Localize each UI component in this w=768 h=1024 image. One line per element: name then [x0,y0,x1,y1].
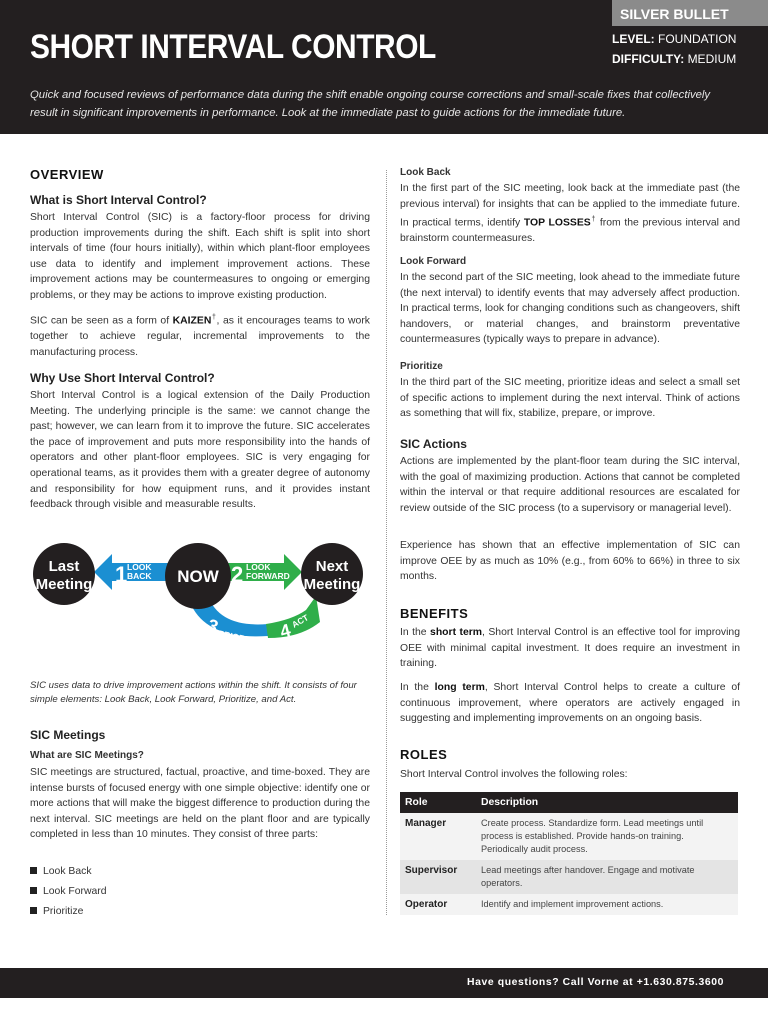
prioritize-heading: Prioritize [400,361,443,372]
column-divider [386,170,387,915]
look-back-label-1: LOOK [127,562,152,572]
roles-heading: ROLES [400,747,448,762]
footer-bar [0,968,768,998]
top-losses-dagger: † [590,216,597,224]
act-label: ACT [290,612,311,630]
kaizen-text-a: SIC can be seen as a form of [30,315,170,327]
bullet-square-icon [30,887,37,894]
kaizen-paragraph [30,310,370,360]
role-cell: Manager [400,813,476,860]
long-term-text-b: , Short Interval Control helps to create a culture of continuous improvement, where operators are actively engaged in suggesting and implementing improvements on an ongoing basis. [400,682,741,725]
short-term-paragraph [400,625,740,672]
what-are-sic-meetings-heading: What are SIC Meetings? [30,750,144,761]
list-item [30,882,370,902]
diagram-caption: SIC uses data to drive improvement actions within the shift. It consists of four simple elements: Look Back, Look Forward, Prioritize, and Act. [30,680,357,705]
overview-heading: OVERVIEW [30,167,104,182]
oee-improvement-paragraph: Experience has shown that an effective implementation of SIC can improve OEE by as much as 10% (e.g., from 60% to 66%) in three to six months. [400,540,740,583]
table-row [400,894,738,915]
role-cell: Operator [400,894,476,915]
short-term-bold: short term [430,627,483,638]
prioritize-paragraph: In the third part of the SIC meeting, prioritize ideas and select a small set of specific actions to implement during the next interval. Think of actions as something that will fix, stabilize, prepare, or improve. [400,377,740,420]
description-column-header: Description [476,792,738,813]
sic-actions-heading: SIC Actions [400,437,467,451]
act-number: 4 [277,619,293,642]
long-term-paragraph [400,680,740,727]
look-forward-paragraph: In the second part of the SIC meeting, look ahead to the immediate future (the next interval) to identify events that may adversely affect production. In practical terms, look for changing conditions such as changeovers, shift handovers, or material changes, and brainstorm preventative countermeasures (typically ways to prepare in advance). [400,272,740,346]
level-value: FOUNDATION [658,32,737,46]
look-back-paragraph [400,181,740,247]
description-cell: Lead meetings after handover. Engage and motivate operators. [476,860,738,894]
long-term-text-a: In the [400,682,429,693]
look-forward-heading: Look Forward [400,256,467,267]
bullet-square-icon [30,867,37,874]
silver-bullet-badge: SILVER BULLET [612,0,768,26]
role-column-header: Role [400,792,476,813]
sic-meetings-paragraph: SIC meetings are structured, factual, proactive, and time-boxed. They are intense bursts of focused energy with one simple objective: identify one or more actions that will make the biggest difference to production during the next interval. SIC meetings are held on the plant floor and are typically completed in less than 10 minutes. They consist of three parts: [30,767,370,841]
kaizen-dagger: † [211,314,217,321]
what-is-sic-heading: What is Short Interval Control? [30,193,207,207]
look-forward-number: 2 [231,562,244,587]
act-arrow [266,596,320,638]
description-cell: Identify and implement improvement actions. [476,894,738,915]
table-row [400,813,738,860]
short-term-text-a: In the [400,627,427,638]
roles-intro: Short Interval Control involves the following roles: [400,769,628,780]
description-cell: Create process. Standardize form. Lead meetings until process is established. Provide hands-on training. Periodically audit process. [476,813,738,860]
top-losses-link[interactable]: TOP LOSSES [523,217,591,229]
list-item-label: Look Forward [43,886,107,897]
last-meeting-label-2: Meeting [35,576,93,593]
why-use-sic-heading: Why Use Short Interval Control? [30,371,215,385]
list-item-label: Look Back [43,866,92,877]
header-banner [0,0,768,134]
next-meeting-label-2: Meeting [303,576,361,593]
kaizen-link[interactable]: KAIZEN [172,315,212,327]
level-line [612,32,736,46]
sic-cycle-diagram [30,540,370,670]
why-use-sic-paragraph: Short Interval Control is a logical extension of the Daily Production Meeting. The underlying principle is the same: we cannot change the past; however, we can learn from it to improve the future. SIC accelerates the pace of improvement and puts more responsibility into the hands of operators and other plant-floor employees. SIC is very engaging for operational teams, as it provides them with a greater degree of autonomy and responsibility for how equipment runs, and it provides instant feedback through visible and measurable results. [30,390,370,511]
roles-table [400,792,738,915]
benefits-heading: BENEFITS [400,606,469,621]
look-back-text-b: from the previous interval and brainstorm countermeasures. [400,217,740,245]
role-cell: Supervisor [400,860,476,894]
long-term-bold: long term [434,682,485,693]
look-forward-label-2: FORWARD [246,571,290,581]
short-term-text-b: , Short Interval Control is an effective tool for improving OEE with minimal capital investment. It does require an investment in training. [400,627,740,670]
kaizen-text-b: , as it encourages teams to work together to achieve regular, incremental improvements to the manufacturing process. [30,315,370,358]
prioritize-number: 3 [204,614,221,638]
sic-meetings-heading: SIC Meetings [30,728,106,742]
what-is-sic-paragraph: Short Interval Control (SIC) is a factory-floor process for driving production improvements during the shift. Each shift is split into short intervals of time (four hours initially), within which plant-floor employees use data to identify and implement improvement actions. These improvement actions may be countermeasures to ongoing or emerging problems, or they may be actions to improve existing production. [30,212,370,301]
page-title: SHORT INTERVAL CONTROL [30,28,436,66]
next-meeting-label-1: Next [315,558,349,575]
prioritize-label: PRIORITIZE [217,628,267,648]
difficulty-value: MEDIUM [687,52,737,66]
roles-table-header [400,792,738,813]
last-meeting-label-1: Last [48,558,80,575]
difficulty-label: DIFFICULTY: [612,52,685,66]
difficulty-line [612,52,736,66]
contact-phone[interactable]: Have questions? Call Vorne at +1.630.875.3600 [467,977,724,988]
look-back-text-a: In the first part of the SIC meeting, look back at the immediate past (the previous interval) for insights that can be applied to the immediate future. In practical terms, identify [400,183,740,229]
list-item-label: Prioritize [43,906,84,917]
look-back-heading: Look Back [400,167,451,178]
bullet-square-icon [30,907,37,914]
look-forward-label-1: LOOK [246,562,271,572]
level-label: LEVEL: [612,32,655,46]
meeting-parts-list [30,862,370,922]
now-label: NOW [177,567,219,586]
list-item [30,862,370,882]
look-back-number: 1 [115,562,128,587]
sic-actions-paragraph: Actions are implemented by the plant-floor team during the SIC interval, with the goal of maximizing production. Actions that cannot be completed within the interval or that require additional resources are escalated for review outside of the SIC process (to a supervisory or managerial level). [400,456,740,514]
table-row [400,860,738,894]
look-back-label-2: BACK [127,571,152,581]
list-item [30,902,370,922]
tagline: Quick and focused reviews of performance data during the shift enable ongoing course corrections and small-scale fixes that collectively result in significant improvements in performance. Look at the immediate past to guide actions for the immediate future. [30,89,711,119]
